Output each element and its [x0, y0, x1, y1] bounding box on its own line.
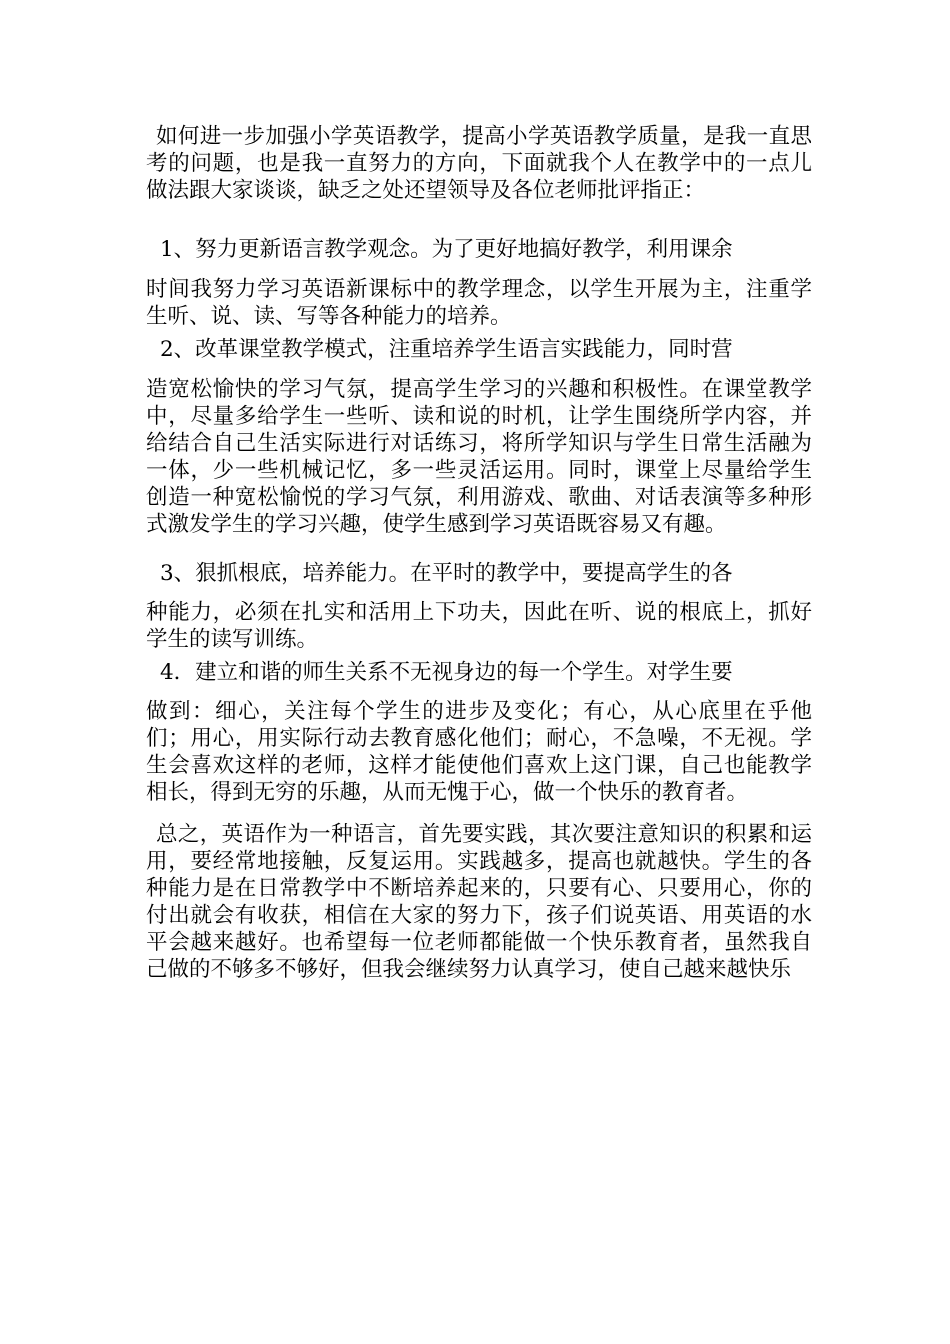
section-2-heading: 2、改革课堂教学模式，注重培养学生语言实践能力，同时营 [160, 337, 733, 362]
section-1-heading: 1、努力更新语言教学观念。为了更好地搞好教学，利用课余 [160, 237, 733, 262]
conclusion-paragraph: 总之，英语作为一种语言，首先要实践，其次要注意知识的积累和运用，要经常地接触，反复运用。实践越多，提高也就越快。学生的各种能力是在日常教学中不断培养起来的，只要有心、只要用心，你的付出就会有收获，相信在大家的努力下，孩子们说英语、用英语的水平会越来越好。也希望每一位老师都能做一个快乐教育者，虽然我自己做的不够多不够好，但我会继续努力认真学习，使自己越来越快乐 [146, 822, 812, 982]
intro-paragraph: 如何进一步加强小学英语教学，提高小学英语教学质量，是我一直思考的问题，也是我一直努力的方向，下面就我个人在教学中的一点儿做法跟大家谈谈，缺乏之处还望领导及各位老师批评指正： [146, 124, 812, 203]
section-4-body: 做到：细心，关注每个学生的进步及变化；有心，从心底里在乎他们；用心，用实际行动去教育感化他们；耐心，不急噪，不无视。学生会喜欢这样的老师，这样才能使他们喜欢上这门课，自己也能教学相长，得到无穷的乐趣，从而无愧于心，做一个快乐的教育者。 [146, 699, 812, 805]
section-4-heading: 4．建立和谐的师生关系不无视身边的每一个学生。对学生要 [160, 660, 733, 685]
section-3-heading: 3、狠抓根底，培养能力。在平时的教学中，要提高学生的各 [160, 561, 733, 586]
section-1-body: 时间我努力学习英语新课标中的教学理念，以学生开展为主，注重学生听、说、读、写等各种能力的培养。 [146, 277, 812, 329]
section-3-body: 种能力，必须在扎实和活用上下功夫，因此在听、说的根底上，抓好学生的读写训练。 [146, 600, 812, 652]
section-2-body: 造宽松愉快的学习气氛，提高学生学习的兴趣和积极性。在课堂教学中，尽量多给学生一些听、读和说的时机，让学生围绕所学内容，并给结合自己生活实际进行对话练习，将所学知识与学生日常生活融为一体，少一些机械记忆，多一些灵活运用。同时，课堂上尽量给学生创造一种宽松愉悦的学习气氛，利用游戏、歌曲、对话表演等多种形式激发学生的学习兴趣，使学生感到学习英语既容易又有趣。 [146, 377, 812, 537]
